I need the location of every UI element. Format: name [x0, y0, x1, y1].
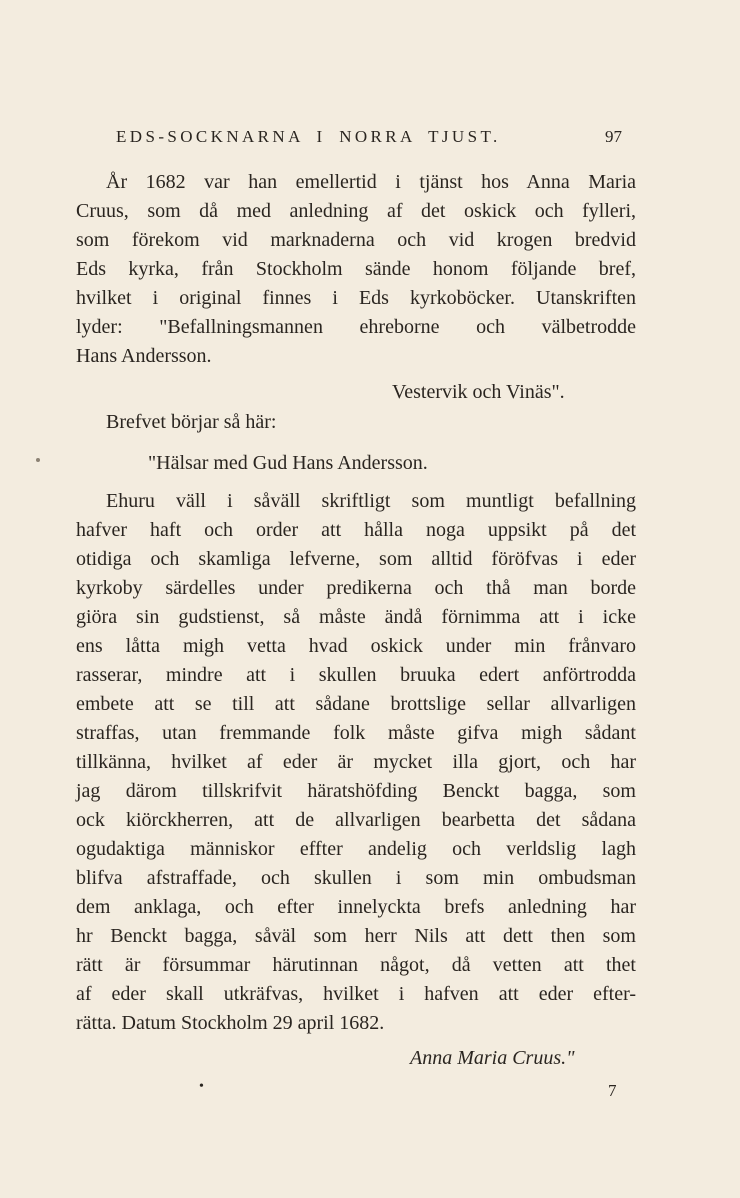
text-line: hr Benckt bagga, såväl som herr Nils att dett then som: [76, 925, 636, 947]
signature: Anna Maria Cruus.": [410, 1047, 575, 1069]
text-line: af eder skall utkräfvas, hvilket i hafven att eder efter-: [76, 983, 636, 1005]
text-line: hvilket i original finnes i Eds kyrkoböcker. Utanskriften: [76, 287, 636, 309]
text-line: tillkänna, hvilket af eder är mycket illa gjort, och har: [76, 751, 636, 773]
text-line: Eds kyrka, från Stockholm sände honom följande bref,: [76, 258, 636, 280]
text-line: blifva afstraffade, och skullen i som min ombudsman: [76, 867, 636, 889]
text-line: embete att se till att sådane brottslige sellar allvarligen: [76, 693, 636, 715]
text-line: otidiga och skamliga lefverne, som alltid föröfvas i eder: [76, 548, 636, 570]
text-line: ogudaktiga människor effter andelig och verldslig lagh: [76, 838, 636, 860]
text-line: ock kiörckherren, att de allvarligen bearbetta det sådana: [76, 809, 636, 831]
running-header: [116, 127, 622, 147]
signature-mark: •: [199, 1079, 204, 1094]
text-line: rätta. Datum Stockholm 29 april 1682.: [76, 1012, 385, 1034]
letter-greeting: "Hälsar med Gud Hans Andersson.: [148, 452, 428, 474]
page-number: 97: [605, 127, 622, 146]
sheet-number: 7: [608, 1081, 617, 1100]
text-line: rätt är försummar härutinnan något, då vetten att thet: [76, 954, 636, 976]
margin-mark: [36, 458, 40, 462]
text-line: lyder: "Befallningsmannen ehreborne och välbetrodde: [76, 316, 636, 338]
text-line: hafver haft och order att hålla noga uppsikt på det: [76, 519, 636, 541]
text-line: som förekom vid marknaderna och vid krogen bredvid: [76, 229, 636, 251]
text-line: dem anklaga, och efter innelyckta brefs anledning har: [76, 896, 636, 918]
text-line: År 1682 var han emellertid i tjänst hos Anna Maria: [106, 171, 636, 193]
place-line: Vestervik och Vinäs".: [392, 381, 565, 403]
letter-lead: Brefvet börjar så här:: [106, 411, 277, 433]
text-line: Ehuru väll i såväll skriftligt som muntligt befallning: [106, 490, 636, 512]
text-line: jag därom tillskrifvit häratshöfding Benckt bagga, som: [76, 780, 636, 802]
text-line: straffas, utan fremmande folk måste gifva migh sådant: [76, 722, 636, 744]
text-line: Hans Andersson.: [76, 345, 212, 367]
text-line: Cruus, som då med anledning af det oskick och fylleri,: [76, 200, 636, 222]
text-line: ens låtta migh vetta hvad oskick under min frånvaro: [76, 635, 636, 657]
running-title: EDS-SOCKNARNA I NORRA TJUST.: [116, 127, 501, 146]
text-line: kyrkoby särdelles under predikerna och thå man borde: [76, 577, 636, 599]
text-line: giöra sin gudstienst, så måste ändå förnimma att i icke: [76, 606, 636, 628]
text-line: rasserar, mindre att i skullen bruuka edert anförtrodda: [76, 664, 636, 686]
